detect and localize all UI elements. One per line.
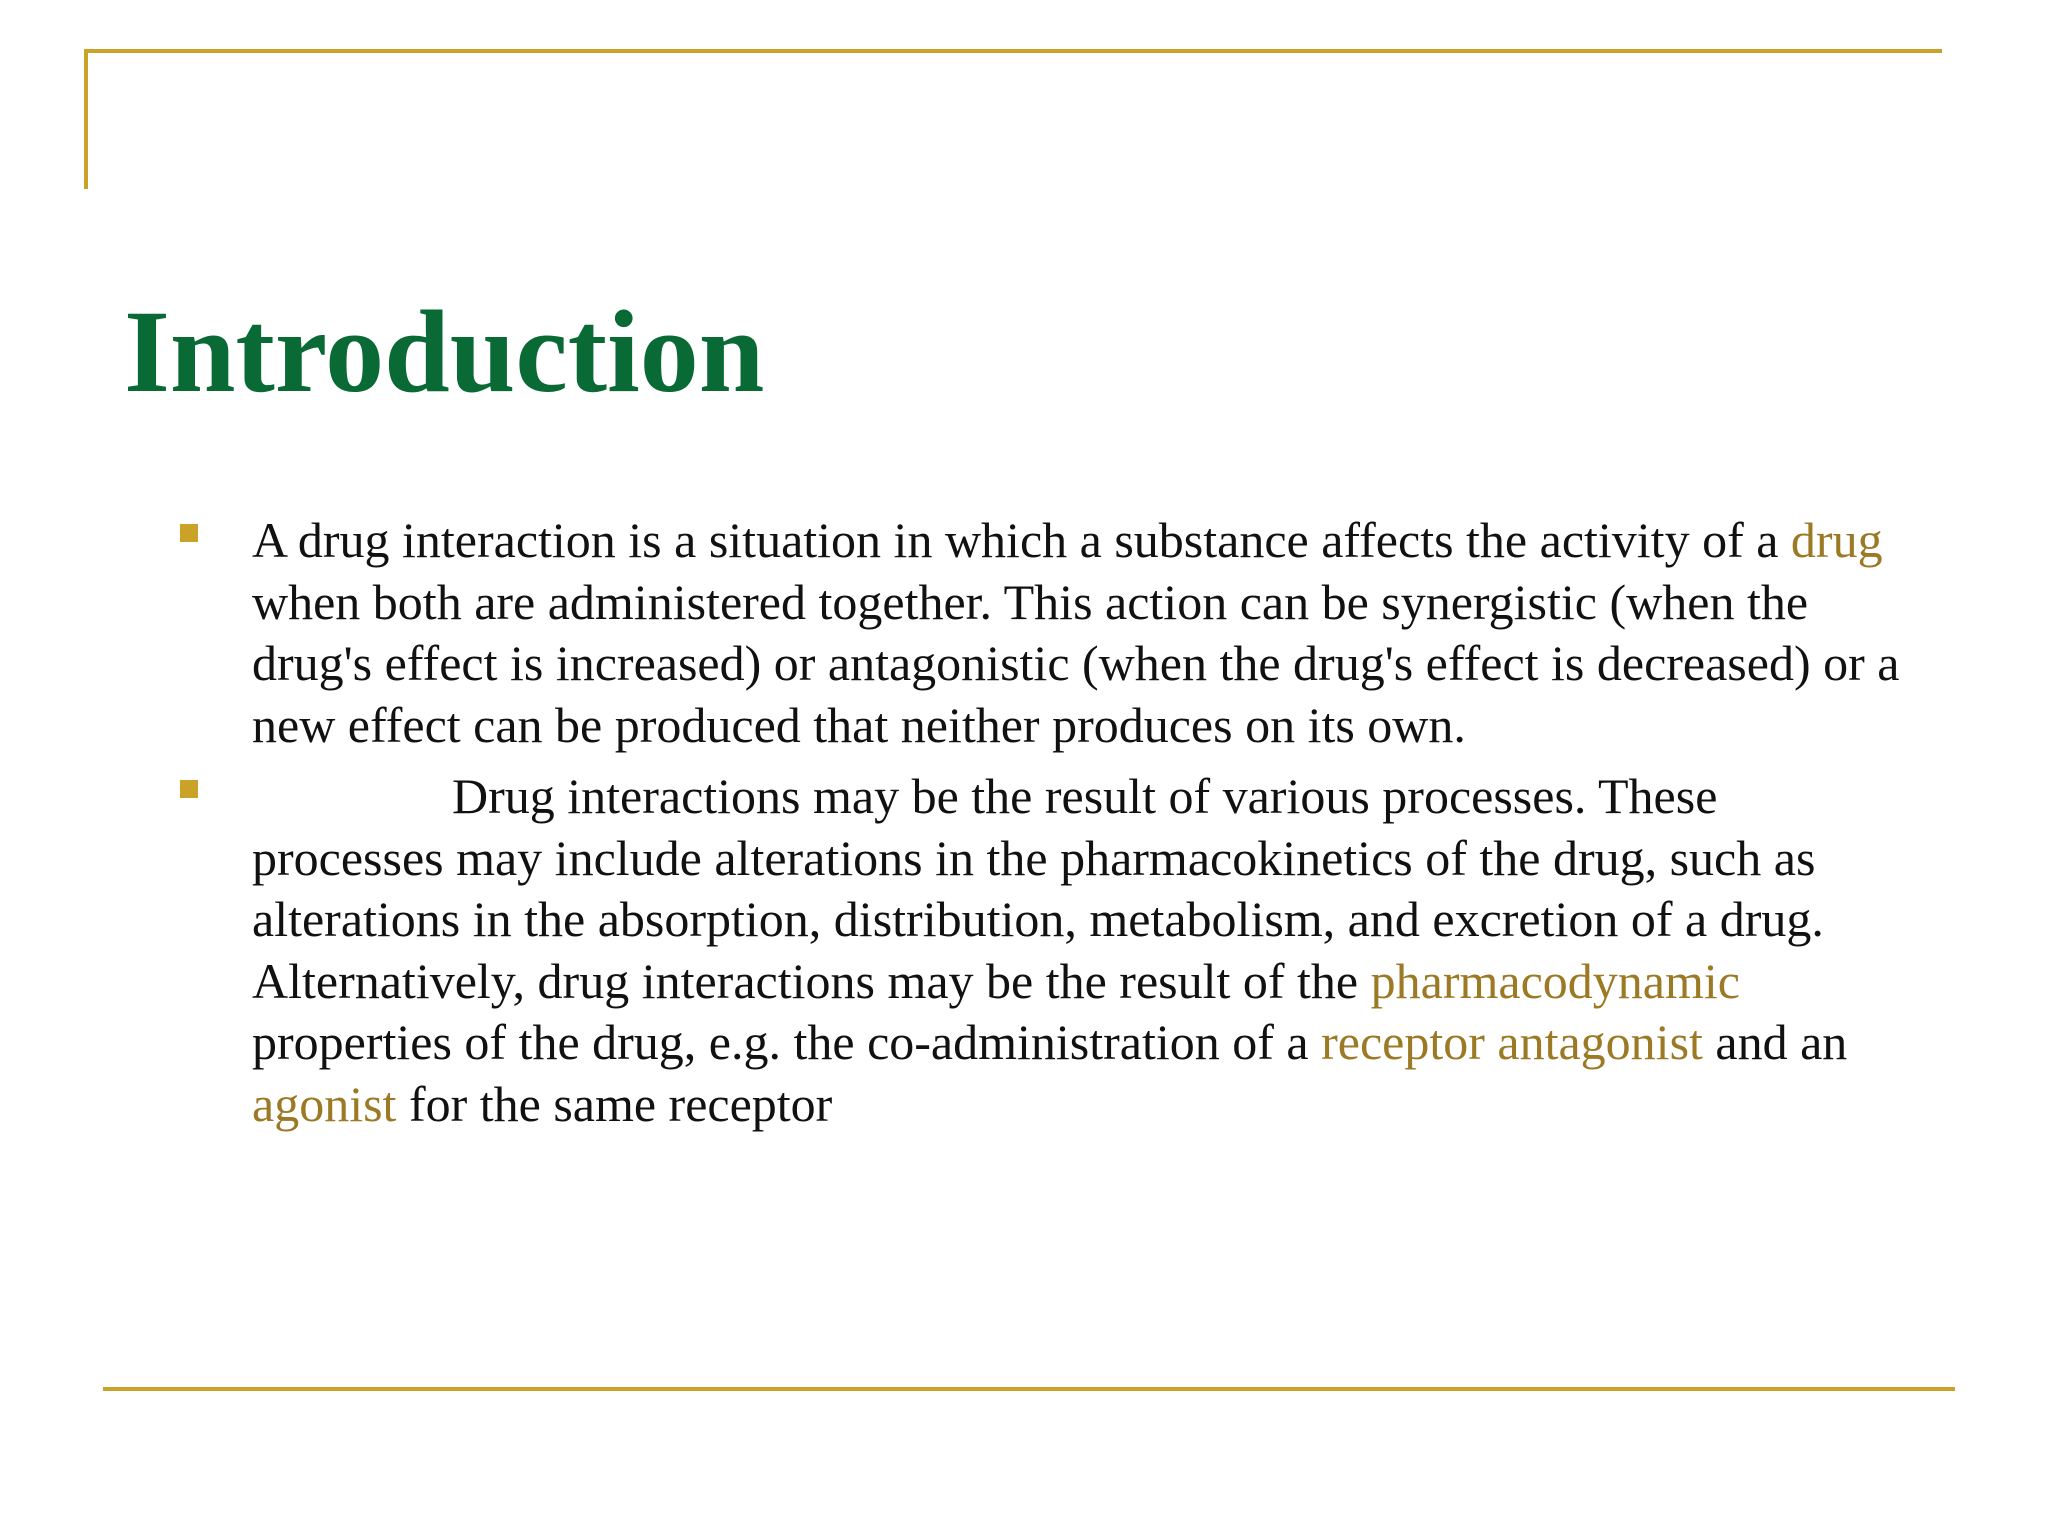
slide-title: Introduction bbox=[124, 286, 765, 417]
bullet-item bbox=[0, 766, 2048, 1135]
bullet-text: A drug interaction is a situation in which a substance affects the activity of a drug when both are administered together. This action can be synergistic (when the drug's effect is increased) or antagonistic (when the drug's effect is decreased) or a new effect can be produced that neither produces on its own. bbox=[252, 512, 1900, 753]
square-bullet-icon bbox=[180, 780, 198, 798]
link-receptor-antagonist[interactable]: receptor antagonist bbox=[1321, 1014, 1703, 1070]
bottom-rule bbox=[103, 1387, 1955, 1391]
link-agonist[interactable]: agonist bbox=[252, 1075, 397, 1132]
top-rule bbox=[84, 49, 1942, 53]
bullet-item bbox=[0, 510, 2048, 756]
left-rule bbox=[84, 49, 88, 189]
link-pharmacodynamic[interactable]: pharmacodynamic bbox=[1370, 952, 1740, 1009]
link-drug[interactable]: drug bbox=[1790, 512, 1883, 568]
bullet-text: Drug interactions may be the result of various processes. These processes may include alterations in the pharmacokinetics of the drug, such as alterations in the absorption, distribution, metabolism, and excretion of a drug. Alternatively, drug interactions may be the result of the pharmacodynamic properties of the drug, e.g. the co-administration of a receptor antagonist and an agonist for the same receptor bbox=[252, 768, 1848, 1132]
square-bullet-icon bbox=[180, 524, 198, 542]
bullet-list bbox=[0, 510, 2048, 1145]
